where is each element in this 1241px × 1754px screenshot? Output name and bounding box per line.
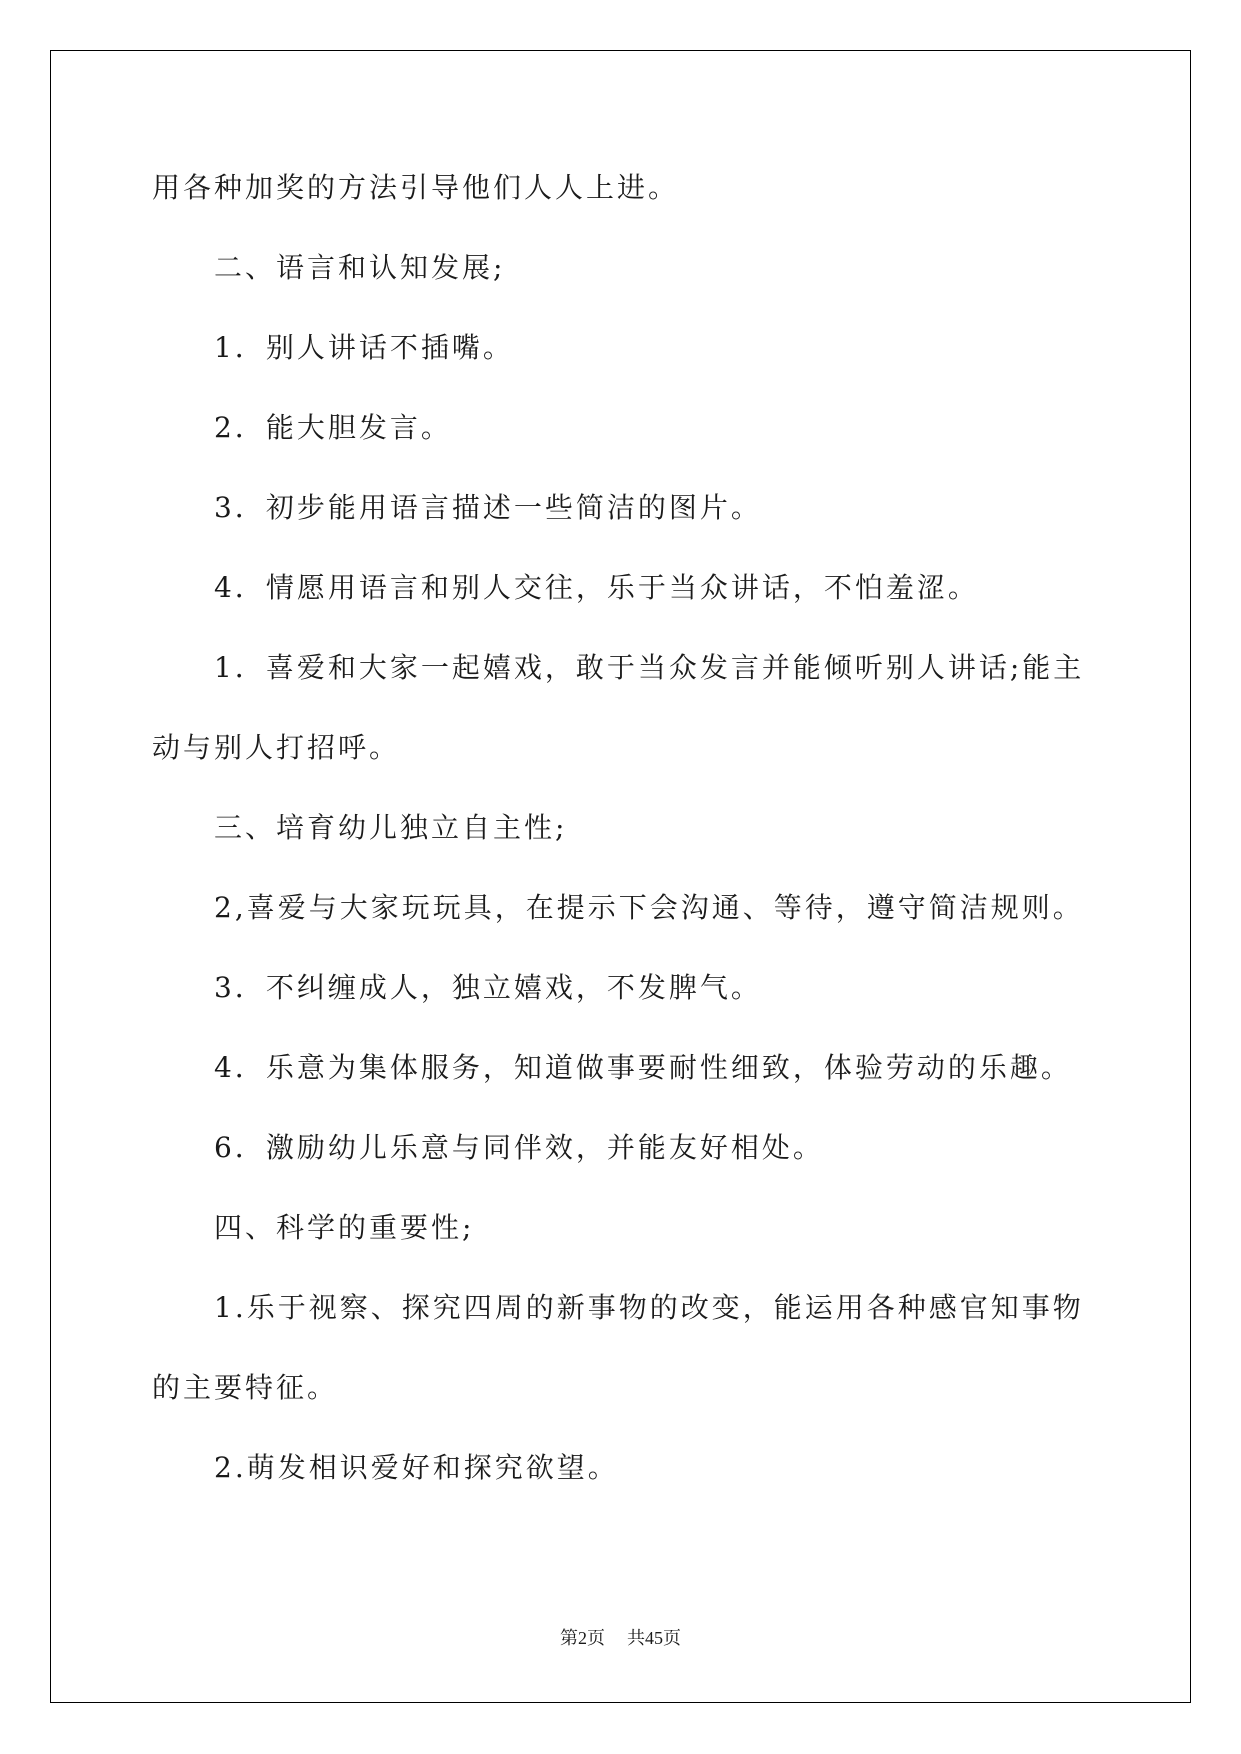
list-item: 4．乐意为集体服务，知道做事要耐性细致，体验劳动的乐趣。: [214, 1051, 1072, 1084]
list-item: 3．不纠缠成人，独立嬉戏，不发脾气。: [214, 971, 762, 1004]
list-item: 4．情愿用语言和别人交往，乐于当众讲话，不怕羞涩。: [214, 571, 979, 604]
page-footer: [0, 1626, 1241, 1651]
footer-page-prefix: 第: [560, 1628, 578, 1649]
list-item: 2．能大胆发言。: [214, 411, 452, 444]
footer-total-prefix: 共: [627, 1628, 645, 1649]
footer-total-pages: 45: [645, 1628, 663, 1648]
footer-page-number: 2: [578, 1628, 587, 1648]
list-item: 2.萌发相识爱好和探究欲望。: [214, 1451, 619, 1484]
section-heading-independence: 三、培育幼儿独立自主性;: [214, 811, 568, 844]
list-item: 2,喜爱与大家玩玩具，在提示下会沟通、等待，遵守简洁规则。: [214, 891, 1084, 924]
footer-page-unit: 页: [587, 1628, 605, 1649]
paragraph-continuation: 用各种加奖的方法引导他们人人上进。: [152, 171, 680, 204]
list-item: 1.乐于视察、探究四周的新事物的改变，能运用各种感官知事物: [214, 1291, 1084, 1324]
list-item-continuation: 动与别人打招呼。: [152, 731, 401, 764]
section-heading-language: 二、语言和认知发展;: [214, 251, 506, 284]
list-item: 1．喜爱和大家一起嬉戏，敢于当众发言并能倾听别人讲话;能主: [214, 651, 1085, 684]
list-item-continuation: 的主要特征。: [152, 1371, 339, 1404]
footer-total-unit: 页: [663, 1628, 681, 1649]
list-item: 1．别人讲话不插嘴。: [214, 331, 514, 364]
list-item: 6．激励幼儿乐意与同伴效，并能友好相处。: [214, 1131, 824, 1164]
list-item: 3．初步能用语言描述一些简洁的图片。: [214, 491, 762, 524]
section-heading-science: 四、科学的重要性;: [214, 1211, 475, 1244]
